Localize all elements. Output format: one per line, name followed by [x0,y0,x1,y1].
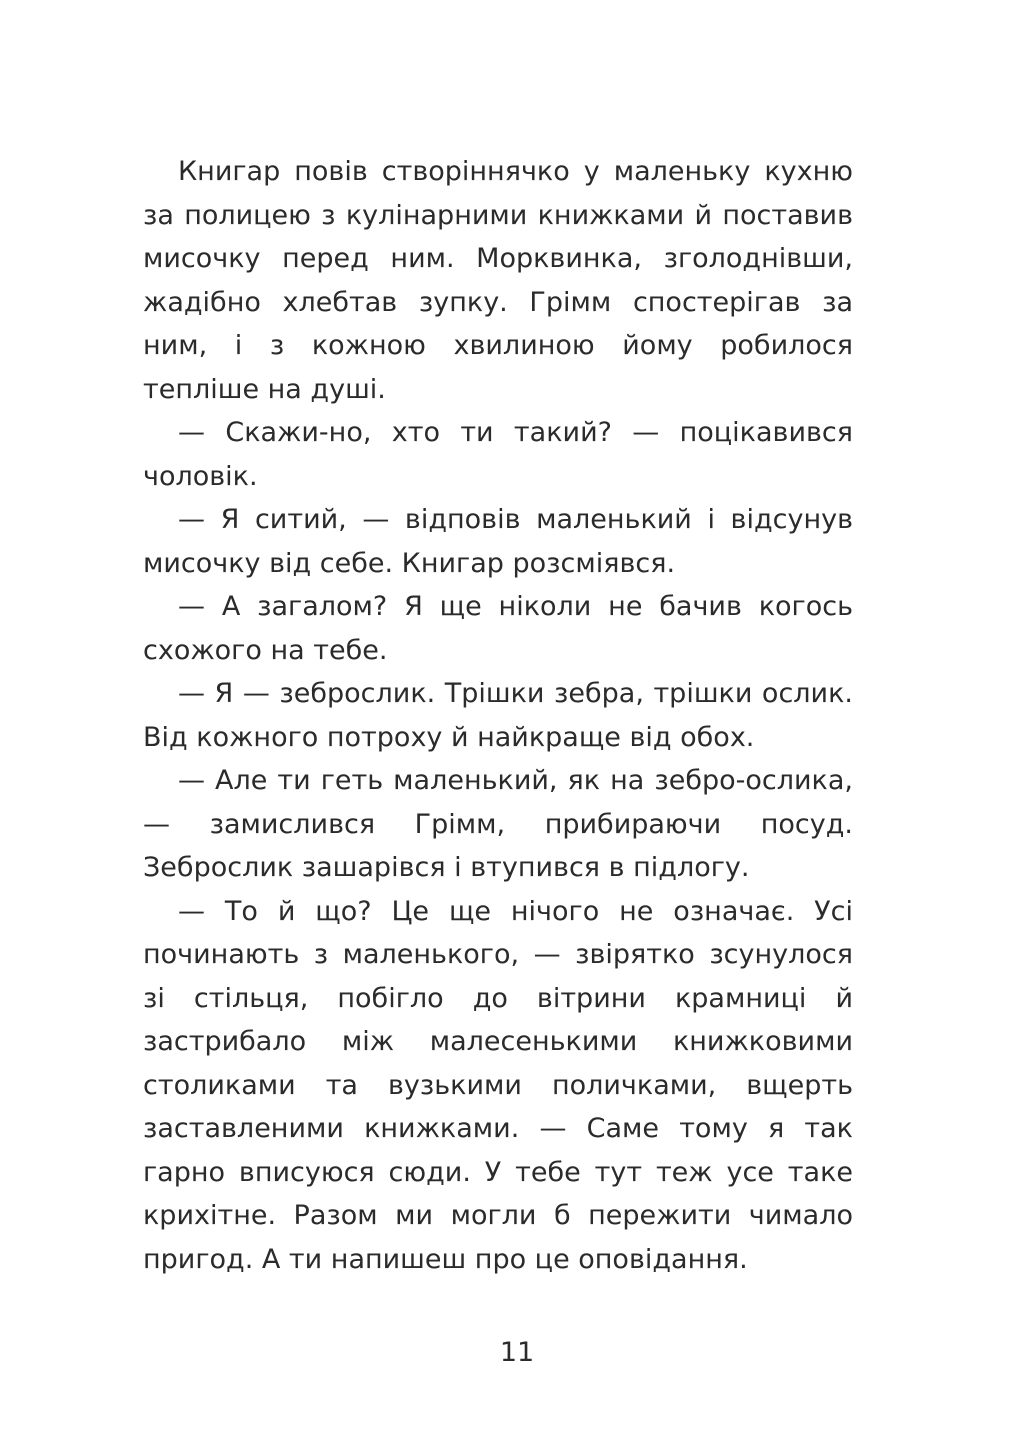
paragraph-3: — Я ситий, — відповів маленький і відсунув мисочку від себе. Книгар розсміявся. [143,504,853,579]
paragraph-7: — То й що? Це ще нічого не означає. Усі починають з маленького, — звірятко зсунулося зі стільця, побігло до вітрини крамниці й застрибало між малесенькими книжковими столиками та вузькими поличками, вщерть заставленими книжками. — Саме тому я так гарно вписуюся сюди. У тебе тут теж усе таке крихітне. Разом ми могли б пережити чимало пригод. А ти напишеш про це оповідання. [143,895,853,1275]
paragraph-1: Книгар повів створіннячко у маленьку кухню за полицею з кулінарними книжками й поставив мисочку перед ним. Морквинка, зголоднівши, жадібно хлебтав зупку. Грімм спостерігав за ним, і з кожною хвилиною йому робилося тепліше на душі. [143,156,853,405]
body-text [143,150,853,1281]
page-number: 11 [499,1337,535,1368]
paragraph-4: — А загалом? Я ще ніколи не бачив когось схожого на тебе. [143,591,853,666]
paragraph-2: — Скажи-но, хто ти такий? — поцікавився чоловік. [143,417,853,492]
paragraph-6: — Але ти геть маленький, як на зебро-ослика, — замислився Грімм, прибираючи посуд. Зеброслик зашарівся і втупився в підлогу. [143,765,853,883]
paragraph-5: — Я — зеброслик. Трішки зебра, трішки ослик. Від кожного потроху й найкраще від обох. [143,678,853,753]
